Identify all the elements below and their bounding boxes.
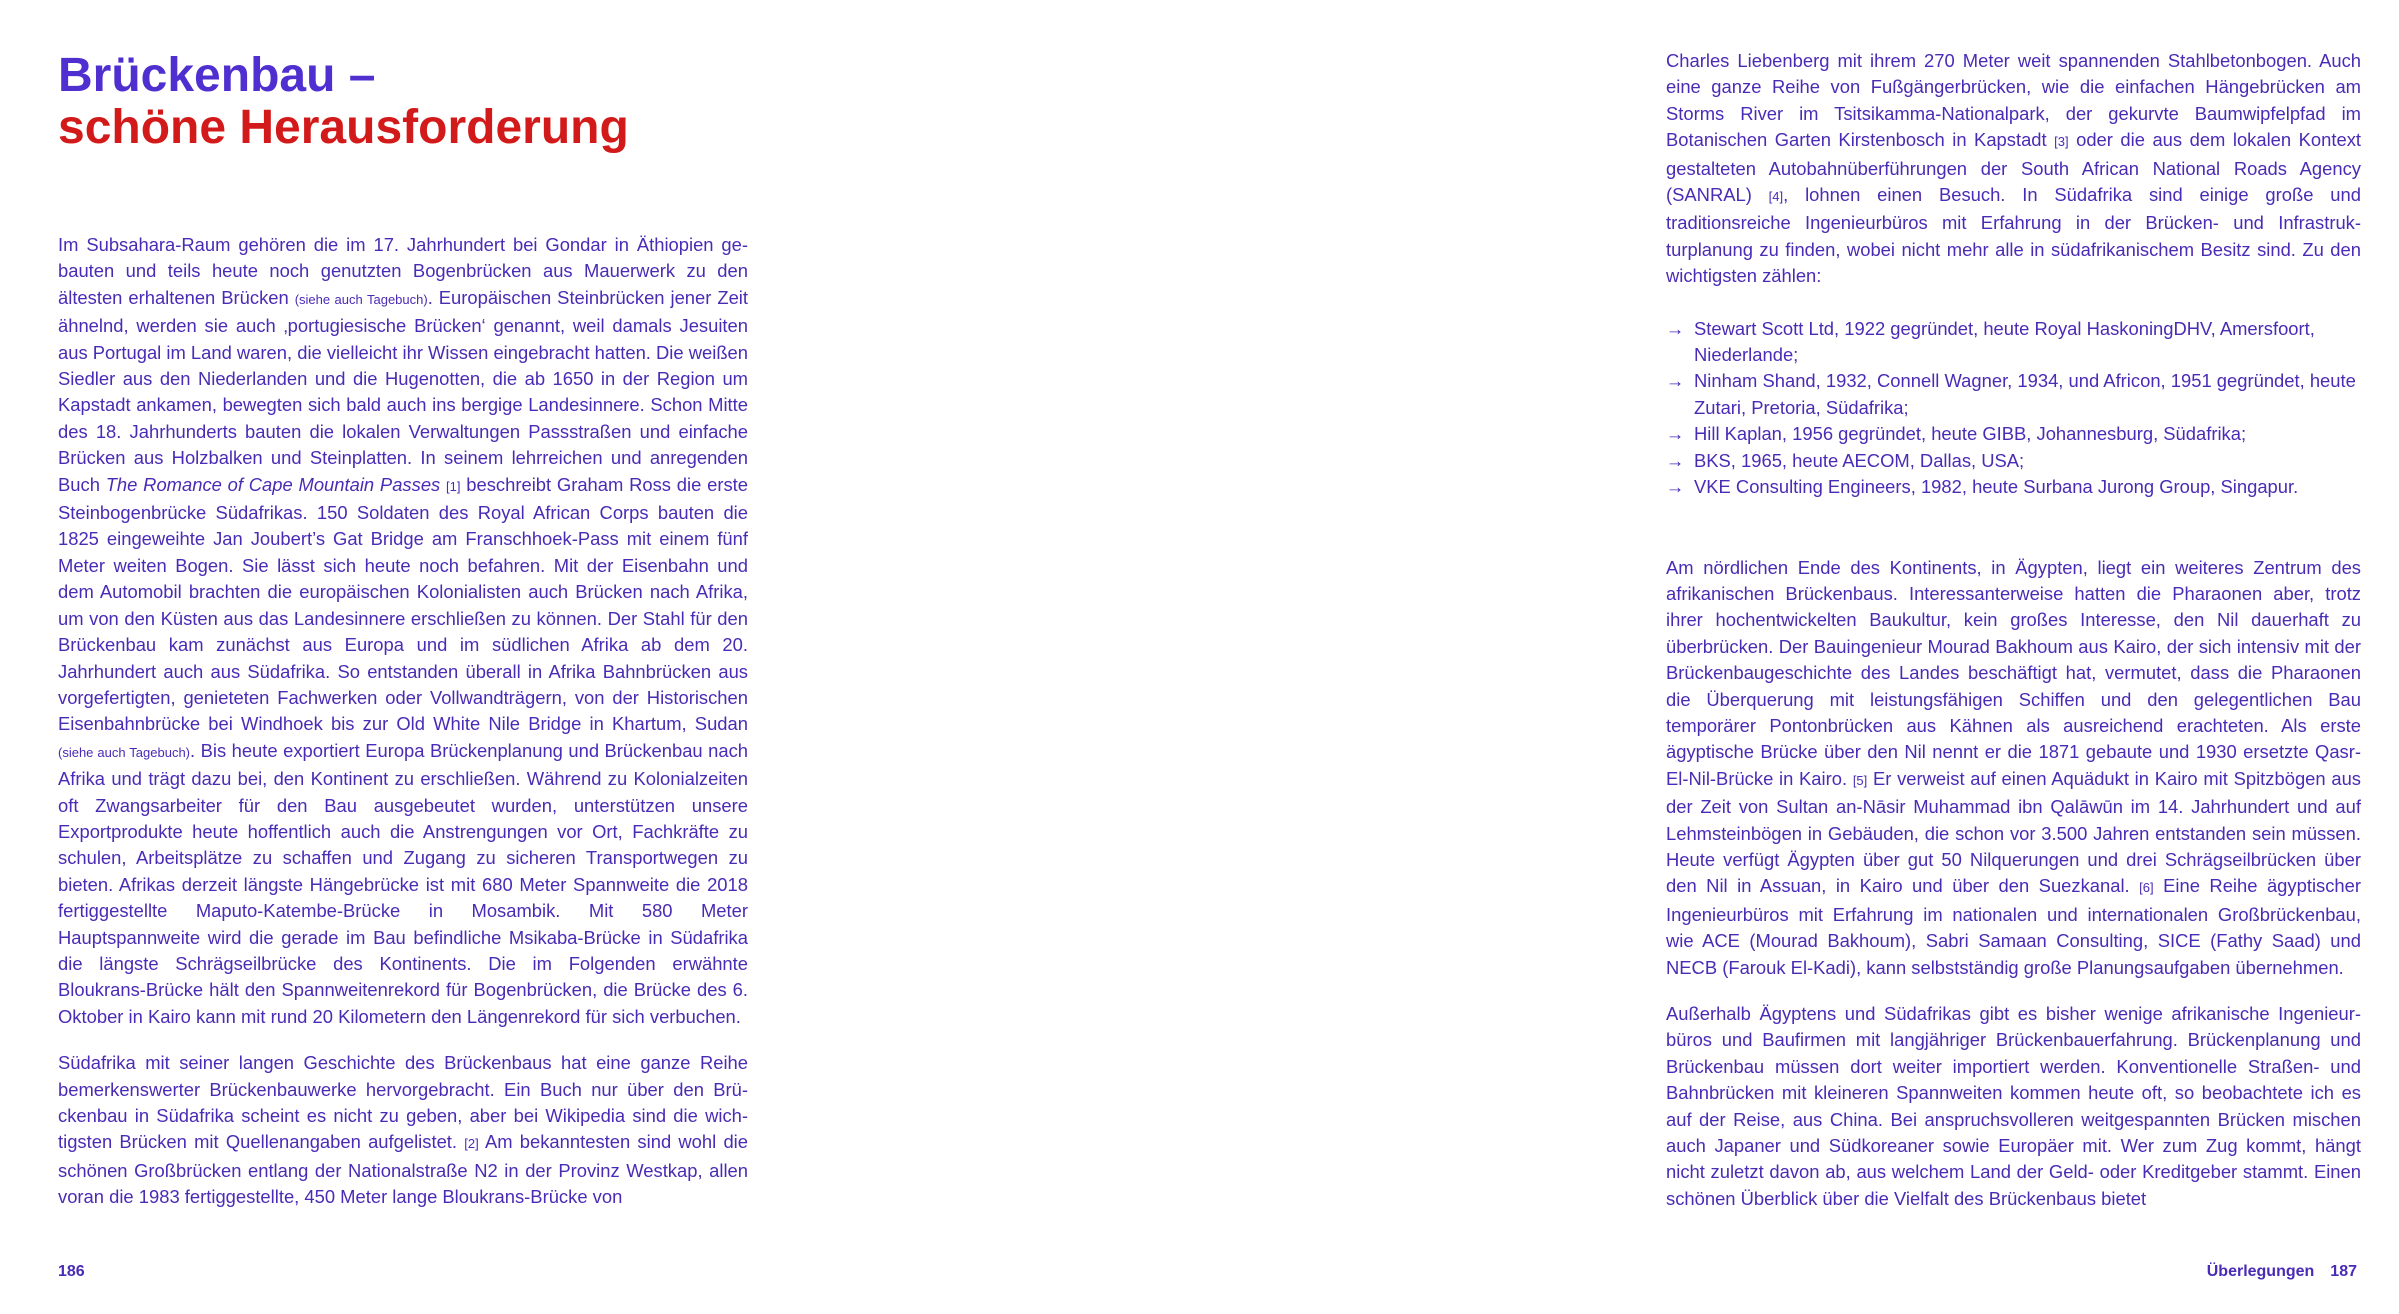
list-item bbox=[1666, 368, 2361, 421]
right-text-column bbox=[1666, 48, 2361, 1232]
arrow-right-icon: → bbox=[1666, 476, 1685, 498]
engineering-firms-list bbox=[1666, 316, 2361, 501]
left-text-column bbox=[58, 232, 748, 1231]
reference-3: [3] bbox=[2054, 134, 2069, 150]
list-item-text: Ninham Shand, 1932, Connell Wagner, 1934, und Africon, 1951 gegründet, heute Zutari, Pretoria, Südafrika; bbox=[1694, 370, 2356, 418]
reference-5: [5] bbox=[1852, 772, 1868, 788]
left-paragraph-2 bbox=[58, 1050, 748, 1210]
list-item bbox=[1666, 316, 2361, 369]
text-run: , lohnen einen Besuch. In Südafrika sind einige große und traditionsreiche Ingenieurbüros mit Erfahrung in der Brücken- und Infrastrukturplanung zu finden, wobei nicht mehr alle in südafrikanischem Besitz sind. Zu den wichtigsten zählen: bbox=[1666, 184, 2361, 287]
list-item bbox=[1666, 421, 2361, 447]
text-run: Am bekanntesten sind wohl die schönen Großbrücken entlang der Nationalstraße N2 in der Provinz Westkap, allen voran die 1983 fertiggestellte, 450 Meter lange Bloukrans-Brücke von bbox=[58, 1131, 748, 1208]
text-run: Eine Reihe ägyptischer Ingenieurbüros mit Erfahrung im nationalen und internationalen Großbrückenbau, wie ACE (Mourad Bakhoum), Sabri Samaan Consulting, SICE (Fathy Saad) und NECB (Farouk El-Kadi), kann selbstständig große Planungsaufgaben übernehmen. bbox=[1666, 875, 2362, 978]
text-run: Charles Liebenberg mit ihrem 270 Meter weit spannenden Stahlbetonbogen. Auch eine ganze Reihe von Fußgängerbrücken, wie die einfachen Hängebrücken am Storms River im Tsitsikamma-Nationalpark, der gekurvte Baumwipfelpfad im Botanischen Garten Kirstenbosch in Kapstadt bbox=[1666, 50, 2361, 151]
list-item bbox=[1666, 474, 2361, 500]
text-run: beschreibt Graham Ross die erste Steinbogenbrücke Südafrikas. 150 Soldaten des Royal African Corps bauten die 1825 eingeweihte Jan Joubert’s Gat Bridge am Franschhoek-Pass mit einem fünf Meter weiten Bogen. Sie lässt sich heute noch befahren. Mit der Eisenbahn und dem Automobil brachten die europäischen Kolonialisten auch Brücken nach Afrika, um von den Küsten aus das Landesinnere erschließen zu können. Der Stahl für den Brückenbau kam zunächst aus Europa und im südlichen Afrika ab dem 20. Jahrhundert auch aus Südafrika. So entstanden überall in Afrika Bahnbrücken aus vorgefertigten, genieteten Fachwerken oder Vollwandträgern, von der Historischen Eisenbahnbrücke bei Windhoek bis zur Old White Nile Bridge in Khartum, Sudan bbox=[58, 473, 748, 735]
arrow-right-icon: → bbox=[1666, 449, 1685, 471]
reference-1: [1] bbox=[446, 478, 461, 494]
text-run: . Bis heute exportiert Europa Brückenplanung und Brückenbau nach Afrika und trägt dazu bei, den Kontinent zu erschließen. Während zu Kolonialzeiten oft Zwangsarbeiter für den Bau ausgebeutet wurden, unterstützen unsere Exportprodukte heute hoffentlich auch die Anstrengungen vor Ort, Fachkräfte zu schulen, Arbeitsplätze zu schaffen und Zugang zu sicheren Transportwegen zu bieten. Afrikas derzeit längste Hängebrücke ist mit 680 Meter Spannweite die 2018 fertiggestellte Maputo-Katembe-Brücke in Mosambik. Mit 580 Meter Hauptspannweite wird die gerade im Bau befindliche Msikaba-Brücke in Südafrika die längste Schrägseilbrücke des Kontinents. Die im Folgenden erwähnte Bloukrans-Brücke hält den Spannweitenrekord für Bogenbrücken, die Brücke des 6. Oktober in Kairo kann mit rund 20 Kilometern den Längenrekord für sich verbuchen. bbox=[58, 739, 749, 1027]
book-title: The Romance of Cape Mountain Passes bbox=[105, 473, 441, 495]
section-label: Überlegungen bbox=[2206, 1263, 2315, 1280]
list-item-text: BKS, 1965, heute AECOM, Dallas, USA; bbox=[1694, 449, 2025, 471]
text-run: Südafrika mit seiner langen Geschichte des Brückenbaus hat eine ganze Reihe bemerkenswerter Brückenbauwerke hervorgebracht. Ein Buch nur über den Brückenbau in Südafrika scheint es nicht zu geben, aber bei Wikipedia sind die wichtigsten Brücken mit Quellenangaben aufgelistet. bbox=[58, 1052, 748, 1153]
text-run: . Europäischen Steinbrücken jener Zeit ähnelnd, werden sie auch ‚portugiesische Brücken‘ genannt, weil damals Jesuiten aus Portugal im Land waren, die vielleicht ihr Wissen eingebracht hatten. Die weißen Siedler aus den Niederlanden und die Hugenotten, die ab 1650 in der Region um Kapstadt ankamen, bewegten sich bald auch ins bergige Landesinnere. Schon Mitte des 18. Jahrhunderts bauten die lokalen Verwaltungen Passstraßen und einfache Brücken aus Holzbalken und Steinplatten. In seinem lehrreichen und anregenden Buch bbox=[58, 286, 749, 495]
page-title bbox=[58, 50, 858, 154]
tagebuch-note: (siehe auch Tagebuch) bbox=[58, 744, 191, 760]
arrow-right-icon: → bbox=[1666, 317, 1685, 339]
list-item bbox=[1666, 448, 2361, 474]
left-paragraph-1 bbox=[58, 232, 748, 1030]
right-paragraph-3: Außerhalb Ägyptens und Südafrikas gibt es bisher wenige afrikanische Ingenieurbüros und Baufirmen mit langjähriger Brückenbauerfahrung. Brückenplanung und Brückenbau müssen dort weiter importiert werden. Konventionelle Straßen- und Bahnbrücken mit kleineren Spannweiten kommen heute oft, so beobachtete ich es auf der Reise, aus China. Bei anspruchsvolleren weitgespannten Brücken mischen auch Japaner und Südkoreaner sowie Europäer mit. Wer zum Zug kommt, hängt nicht zuletzt davon ab, aus welchem Land der Geld- oder Kreditgeber stammt. Einen schönen Überblick über die Vielfalt des Brückenbaus bietet bbox=[1666, 1003, 2361, 1209]
text-run: Er verweist auf einen Aquädukt in Kairo mit Spitzbögen aus der Zeit von Sultan an-Nāsir Muhammad ibn Qalāwūn im 14. Jahrhundert und auf Lehmsteinbögen in Gebäuden, die schon vor 3.500 Jahren entstanden sein müssen. Heute verfügt Ägypten über gut 50 Nilquerungen und drei Schrägseilbrücken über den Nil in Assuan, in Kairo und über den Suezkanal. bbox=[1666, 767, 2361, 897]
page-number-right: 187 bbox=[2330, 1263, 2357, 1280]
reference-4: [4] bbox=[1768, 189, 1784, 205]
reference-2: [2] bbox=[464, 1136, 479, 1152]
reference-6: [6] bbox=[2139, 880, 2154, 896]
text-run: Im Subsahara-Raum gehören die im 17. Jahrhundert bei Gondar in Äthiopien gebauten und teils heute noch genutzten Bogenbrücken aus Mauerwerk zu den ältesten erhaltenen Brücken bbox=[58, 234, 748, 308]
title-line-2: schöne Herausforderung bbox=[58, 101, 629, 154]
arrow-right-icon: → bbox=[1666, 370, 1685, 392]
page-number-left: 186 bbox=[58, 1263, 85, 1280]
right-paragraph-2 bbox=[1666, 555, 2361, 982]
list-item-text: Stewart Scott Ltd, 1922 gegründet, heute Royal HaskoningDHV, Amersfoort, Niederlande; bbox=[1694, 317, 2315, 366]
text-run: Am nördlichen Ende des Kontinents, in Ägypten, liegt ein weiteres Zentrum des afrikanischen Brückenbaus. Interessanterweise hatten die Pharaonen aber, trotz ihrer hochentwickelten Baukultur, kein großes Interesse, den Nil dauerhaft zu überbrücken. Der Bauingenieur Mourad Bakhoum aus Kairo, der sich intensiv mit der Brückenbaugeschichte des Landes beschäftigt hat, vermutet, dass die Pharaonen die Überquerung mit leistungsfähigen Schiffen und den gelegentlichen Bau temporärer Pontonbrücken aus Kähnen als ausreichend erachteten. Als erste ägyptische Brücke über den Nil nennt er die 1871 gebaute und 1930 ersetzte Qasr-El-Nil-Brücke in Kairo. bbox=[1666, 556, 2361, 789]
list-item-text: VKE Consulting Engineers, 1982, heute Surbana Jurong Group, Singapur. bbox=[1694, 476, 2299, 498]
text-run: oder die aus dem lokalen Kontext gestalteten Autobahnüberführungen der South African National Roads Agency (SANRAL) bbox=[1666, 129, 2361, 206]
tagebuch-note: (siehe auch Tagebuch) bbox=[294, 291, 428, 307]
right-paragraph-1 bbox=[1666, 48, 2361, 290]
title-line-1: Brückenbau – bbox=[58, 49, 376, 102]
list-item-text: Hill Kaplan, 1956 gegründet, heute GIBB, Johannesburg, Südafrika; bbox=[1694, 423, 2247, 445]
footer-right bbox=[2207, 1263, 2357, 1281]
arrow-right-icon: → bbox=[1666, 423, 1685, 445]
